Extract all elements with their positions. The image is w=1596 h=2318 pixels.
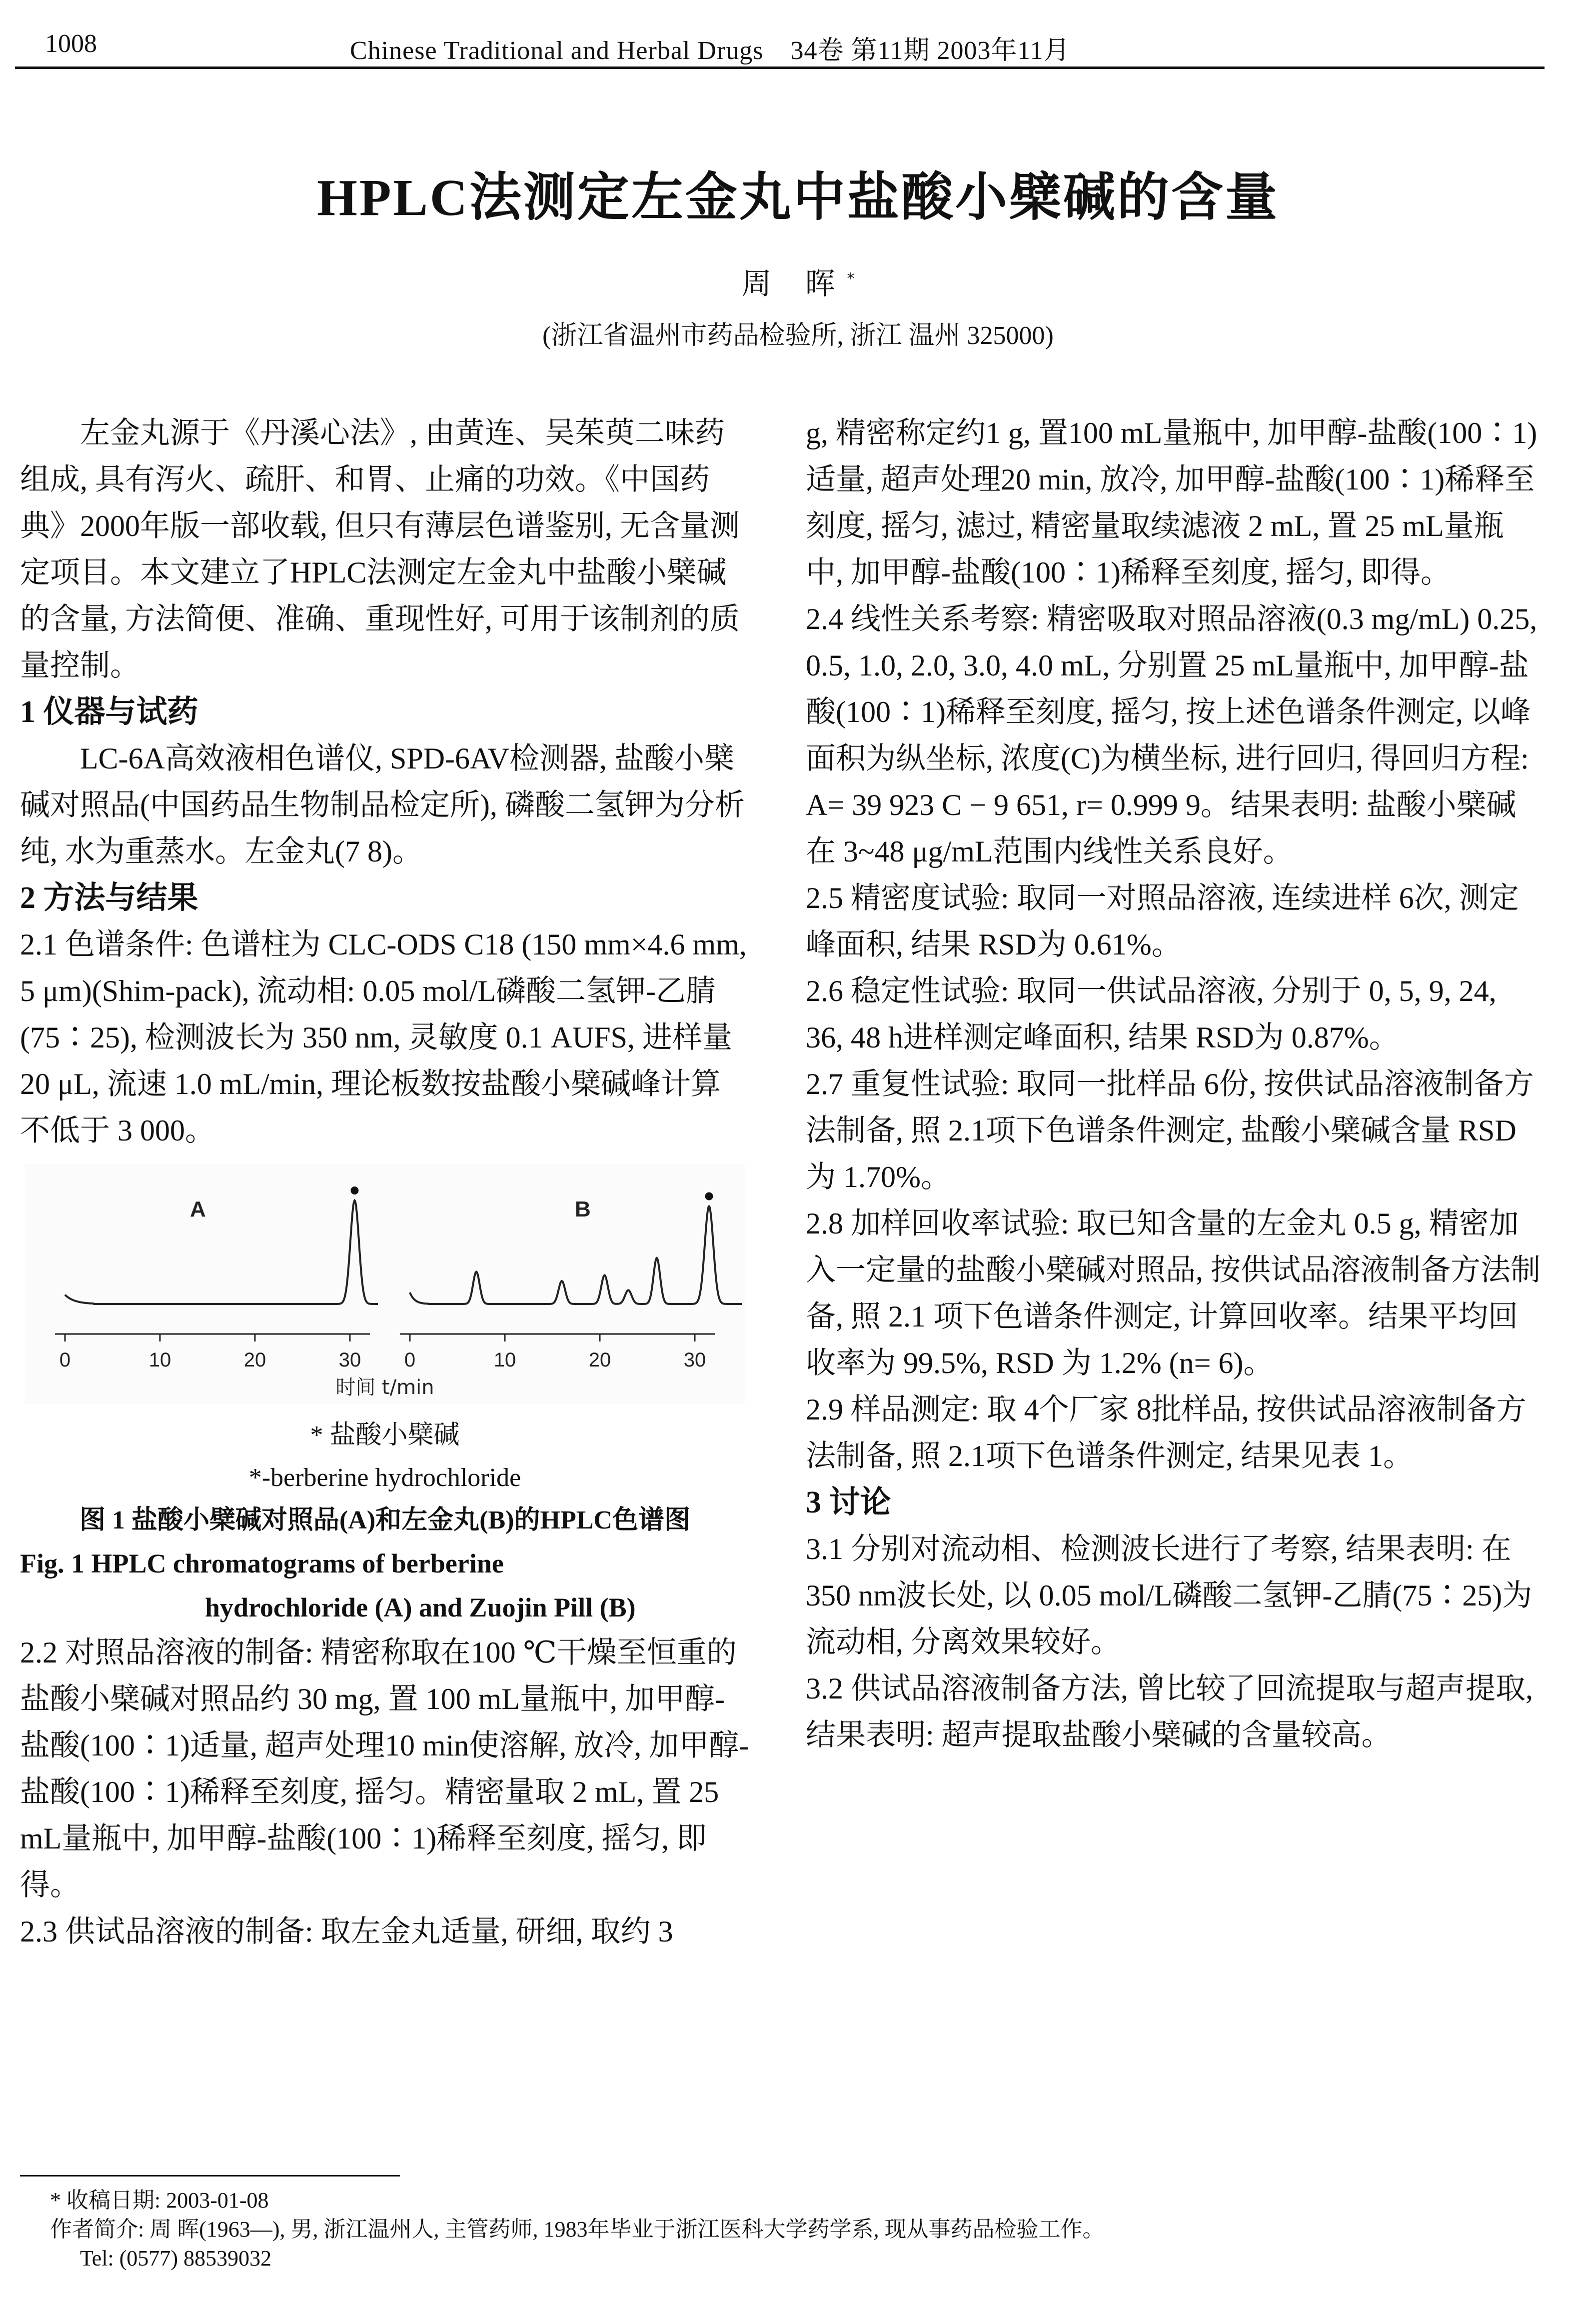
x-tick-label-A-20: 20 <box>243 1349 266 1371</box>
chromatogram-svg <box>25 1164 745 1404</box>
right-column <box>806 410 1541 1758</box>
author-name: 周 晖 <box>741 266 847 302</box>
peak-marker-B <box>705 1192 713 1200</box>
section-1-heading: 1 仪器与试药 <box>20 695 198 729</box>
x-tick-label-A-10: 10 <box>148 1349 171 1371</box>
footnote-rule <box>20 2175 400 2176</box>
header-rule <box>15 66 1545 69</box>
para-2-4: 2.4 线性关系考察: 精密吸取对照品溶液(0.3 mg/mL) 0.25, 0.5, 1.0, 2.0, 3.0, 4.0 mL, 分别置 25 mL量瓶中, 加甲醇-盐酸(100∶1)稀释至刻度, 摇匀, 按上述色谱条件测定, 以峰面积为纵坐标, 浓度(C)为横坐标, 进行回归, 得回归方程: A= 39 923 C − 9 651, r= 0.999 9。结果表明: 盐酸小檗碱在 3~48 μg/mL范围内线性关系良好。 <box>806 602 1538 868</box>
panel-label-B: B <box>575 1197 591 1222</box>
para-2-3: 2.3 供试品溶液的制备: 取左金丸适量, 研细, 取约 3 <box>20 1915 673 1948</box>
para-2-7: 2.7 重复性试验: 取同一批样品 6份, 按供试品溶液制备方法制备, 照 2.1项下色谱条件测定, 盐酸小檗碱含量 RSD为 1.70%。 <box>806 1068 1534 1194</box>
section-1-body: LC-6A高效液相色谱仪, SPD-6AV检测器, 盐酸小檗碱对照品(中国药品生物制品检定所), 磷酸二氢钾为分析纯, 水为重蒸水。左金丸(7 8)。 <box>20 742 745 868</box>
para-2-1: 2.1 色谱条件: 色谱柱为 CLC-ODS C18 (150 mm×4.6 mm, 5 μm)(Shim-pack), 流动相: 0.05 mol/L磷酸二氢钾-乙腈(75∶25), 检测波长为 350 nm, 灵敏度 0.1 AUFS, 进样量 20 μL, 流速 1.0 mL/min, 理论板数按盐酸小檗碱峰计算不低于 3 000。 <box>20 928 747 1147</box>
panel-label-A: A <box>190 1197 206 1222</box>
page-number: 1008 <box>45 30 97 58</box>
author-tel: Tel: (0577) 88539032 <box>80 2246 272 2270</box>
journal-issue: 34卷 第11期 2003年11月 <box>790 36 1070 65</box>
peak-marker-A <box>351 1186 359 1194</box>
para-2-2: 2.2 对照品溶液的制备: 精密称取在100 ℃干燥至恒重的盐酸小檗碱对照品约 30 mg, 置 100 mL量瓶中, 加甲醇-盐酸(100∶1)适量, 超声处理10 min使溶解, 放冷, 加甲醇-盐酸(100∶1)稀释至刻度, 摇匀。精密量取 2 mL, 置 25 mL量瓶中, 加甲醇-盐酸(100∶1)稀释至刻度, 摇匀, 即得。 <box>20 1636 749 1902</box>
para-2-3-cont: g, 精密称定约1 g, 置100 mL量瓶中, 加甲醇-盐酸(100∶1)适量, 超声处理20 min, 放冷, 加甲醇-盐酸(100∶1)稀释至刻度, 摇匀, 滤过, 精密量取续滤液 2 mL, 置 25 mL量瓶中, 加甲醇-盐酸(100∶1)稀释至刻度, 摇匀, 即得。 <box>806 416 1538 589</box>
figure-peak-label-en: *-berberine hydrochloride <box>248 1464 521 1492</box>
para-2-5: 2.5 精密度试验: 取同一对照品溶液, 连续进样 6次, 测定峰面积, 结果 RSD为 0.61%。 <box>806 882 1519 961</box>
para-3-2: 3.2 供试品溶液制备方法, 曾比较了回流提取与超声提取, 结果表明: 超声提取盐酸小檗碱的含量较高。 <box>806 1672 1533 1752</box>
author-bio: 作者简介: 周 晖(1963—), 男, 浙江温州人, 主管药师, 1983年毕业于浙江医科大学药学系, 现从事药品检验工作。 <box>50 2217 1105 2242</box>
author-line <box>0 260 1596 303</box>
chart-background <box>25 1164 745 1404</box>
para-2-8: 2.8 加样回收率试验: 取已知含量的左金丸 0.5 g, 精密加入一定量的盐酸小檗碱对照品, 按供试品溶液制备方法制备, 照 2.1 项下色谱条件测定, 计算回收率。结果平均回收率为 99.5%, RSD 为 1.2% (n= 6)。 <box>806 1207 1541 1380</box>
footnote <box>50 2186 1500 2273</box>
para-2-9: 2.9 样品测定: 取 4个厂家 8批样品, 按供试品溶液制备方法制备, 照 2.1项下色谱条件测定, 结果见表 1。 <box>806 1393 1527 1472</box>
figure-caption-en-2: hydrochloride (A) and Zuojin Pill (B) <box>205 1592 636 1622</box>
x-tick-label-A-0: 0 <box>59 1349 71 1371</box>
affiliation: (浙江省温州市药品检验所, 浙江 温州 325000) <box>542 322 1054 350</box>
received-date: * 收稿日期: 2003-01-08 <box>50 2188 269 2212</box>
intro-paragraph: 左金丸源于《丹溪心法》, 由黄连、吴茱萸二味药组成, 具有泻火、疏肝、和胃、止痛的功效。《中国药典》2000年版一部收载, 但只有薄层色谱鉴别, 无含量测定项目。本文建立了HPLC法测定左金丸中盐酸小檗碱的含量, 方法简便、准确、重现性好, 可用于该制剂的质量控制。 <box>20 416 740 682</box>
para-3-1: 3.1 分别对流动相、检测波长进行了考察, 结果表明: 在 350 nm波长处, 以 0.05 mol/L磷酸二氢钾-乙腈(75∶25)为流动相, 分离效果较好。 <box>806 1532 1533 1658</box>
x-tick-label-A-30: 30 <box>338 1349 361 1371</box>
left-column <box>20 410 750 1955</box>
x-tick-label-B-10: 10 <box>493 1349 516 1371</box>
author-mark: * <box>847 270 855 288</box>
x-axis-title: 时间 t/min <box>335 1376 434 1399</box>
x-tick-label-B-20: 20 <box>588 1349 611 1371</box>
section-2-heading: 2 方法与结果 <box>20 881 198 915</box>
figure-peak-label: * 盐酸小檗碱 <box>310 1421 460 1450</box>
section-3-heading: 3 讨论 <box>806 1486 891 1520</box>
running-header <box>15 20 1545 68</box>
chromatogram-figure <box>25 1164 745 1404</box>
journal-name: Chinese Traditional and Herbal Drugs <box>350 36 764 65</box>
journal-line <box>350 29 1070 66</box>
figure-caption-cn: 图 1 盐酸小檗碱对照品(A)和左金丸(B)的HPLC色谱图 <box>79 1506 690 1534</box>
figure-caption-en-1: Fig. 1 HPLC chromatograms of berberine <box>20 1548 504 1578</box>
x-tick-label-B-0: 0 <box>404 1349 416 1371</box>
para-2-6: 2.6 稳定性试验: 取同一供试品溶液, 分别于 0, 5, 9, 24, 36, 48 h进样测定峰面积, 结果 RSD为 0.87%。 <box>806 974 1497 1054</box>
article-title: HPLC法测定左金丸中盐酸小檗碱的含量 <box>317 169 1279 226</box>
x-tick-label-B-30: 30 <box>683 1349 706 1371</box>
